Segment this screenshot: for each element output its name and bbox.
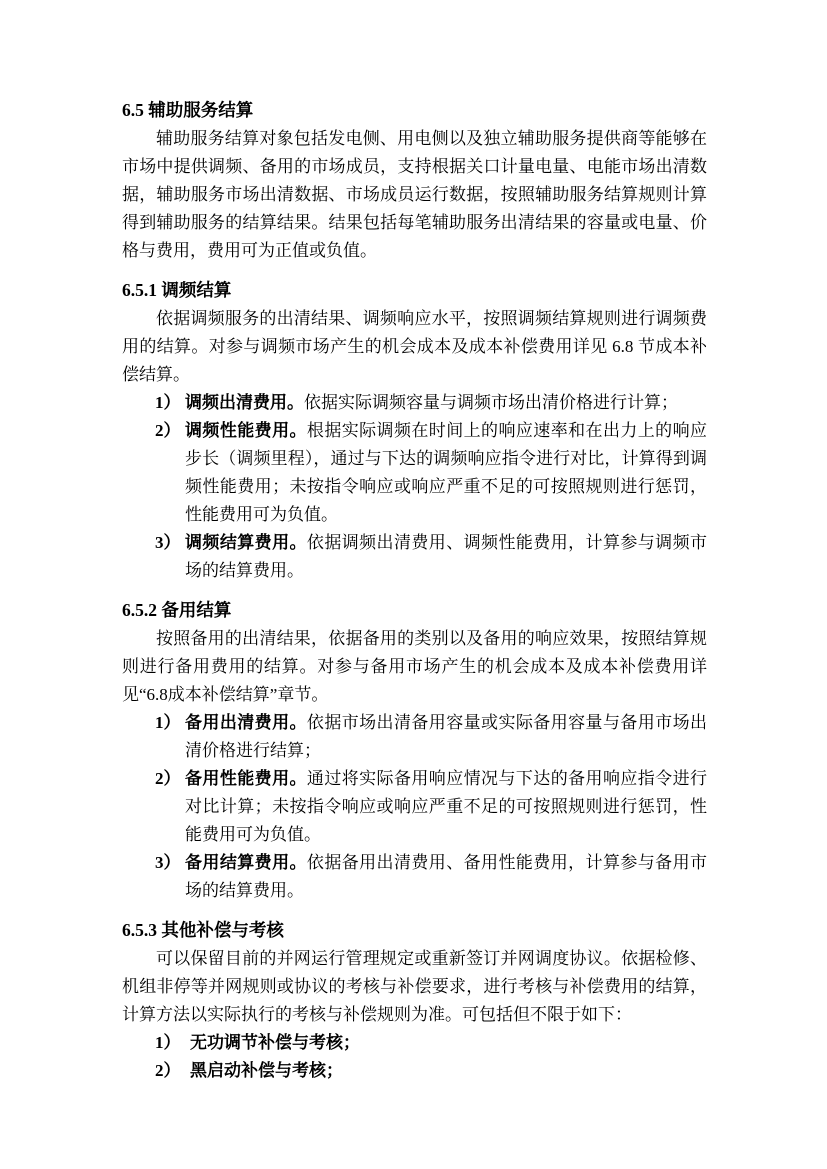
item-text: 依据实际调频容量与调频市场出清价格进行计算； <box>304 393 678 412</box>
item-term: 调频结算费用。 <box>185 533 307 552</box>
numbered-list <box>122 1029 707 1085</box>
item-body <box>185 853 707 900</box>
section-heading: 6.5.3 其他补偿与考核 <box>122 920 284 940</box>
list-item <box>122 1057 707 1085</box>
item-body <box>185 393 678 412</box>
item-number: 2） <box>155 1061 181 1080</box>
item-term: 备用性能费用。 <box>185 769 307 788</box>
item-text: 根据实际调频在时间上的响应速率和在出力上的响应步长（调频里程），通过与下达的调频响应指令进行对比，计算得到调频性能费用；未按指令响应或响应严重不足的可按照规则进行惩罚，性能费用可为负值。 <box>185 421 708 524</box>
item-number: 3） <box>155 533 181 552</box>
item-term: 调频性能费用。 <box>185 421 307 440</box>
list-item <box>122 1029 707 1057</box>
section-other-compensation-assessment <box>122 916 707 1085</box>
list-item <box>122 765 707 849</box>
numbered-list <box>122 389 707 585</box>
paragraph: 可以保留目前的并网运行管理规定或重新签订并网调度协议。依据检修、机组非停等并网规则或协议的考核与补偿要求，进行考核与补偿费用的结算，计算方法以实际执行的考核与补偿规则为准。可包括但不限于如下： <box>122 949 707 1024</box>
item-number: 2） <box>155 769 181 788</box>
item-term: 备用出清费用。 <box>185 713 307 732</box>
list-item <box>122 709 707 765</box>
item-number: 3） <box>155 853 181 872</box>
list-item <box>122 417 707 529</box>
item-body <box>185 533 707 580</box>
list-item <box>122 849 707 905</box>
section-heading: 6.5.2 备用结算 <box>122 600 232 620</box>
item-text: 依据备用出清费用、备用性能费用，计算参与备用市场的结算费用。 <box>185 853 708 900</box>
item-text: 黑启动补偿与考核； <box>190 1061 343 1080</box>
item-body <box>185 713 707 760</box>
item-body <box>185 769 707 844</box>
paragraph: 按照备用的出清结果，依据备用的类别以及备用的响应效果，按照结算规则进行备用费用的结算。对参与备用市场产生的机会成本及成本补偿费用详见“6.8成本补偿结算”章节。 <box>122 629 707 704</box>
list-item <box>122 529 707 585</box>
paragraph: 依据调频服务的出清结果、调频响应水平，按照调频结算规则进行调频费用的结算。对参与调频市场产生的机会成本及成本补偿费用详见 6.8 节成本补偿结算。 <box>122 309 707 384</box>
section-auxiliary-service-settlement <box>122 96 707 265</box>
item-number: 1） <box>155 1033 181 1052</box>
item-number: 2） <box>155 421 181 440</box>
paragraph: 辅助服务结算对象包括发电侧、用电侧以及独立辅助服务提供商等能够在市场中提供调频、备用的市场成员，支持根据关口计量电量、电能市场出清数据，辅助服务市场出清数据、市场成员运行数据，按照辅助服务结算规则计算得到辅助服务的结算结果。结果包括每笔辅助服务出清结果的容量或电量、价格与费用，费用可为正值或负值。 <box>122 129 707 260</box>
item-text: 依据调频出清费用、调频性能费用，计算参与调频市场的结算费用。 <box>185 533 708 580</box>
item-term: 备用结算费用。 <box>185 853 307 872</box>
section-heading: 6.5.1 调频结算 <box>122 280 232 300</box>
item-number: 1） <box>155 393 181 412</box>
numbered-list <box>122 709 707 905</box>
item-term: 调频出清费用。 <box>185 393 304 412</box>
section-heading: 6.5 辅助服务结算 <box>122 100 254 120</box>
item-text: 依据市场出清备用容量或实际备用容量与备用市场出清价格进行结算； <box>185 713 708 760</box>
item-number: 1） <box>155 713 181 732</box>
item-text: 通过将实际备用响应情况与下达的备用响应指令进行对比计算；未按指令响应或响应严重不足的可按照规则进行惩罚，性能费用可为负值。 <box>185 769 708 844</box>
list-item <box>122 389 707 417</box>
section-reserve-settlement <box>122 596 707 905</box>
item-body <box>185 421 707 524</box>
section-frequency-regulation-settlement <box>122 276 707 585</box>
item-text: 无功调节补偿与考核； <box>190 1033 360 1052</box>
